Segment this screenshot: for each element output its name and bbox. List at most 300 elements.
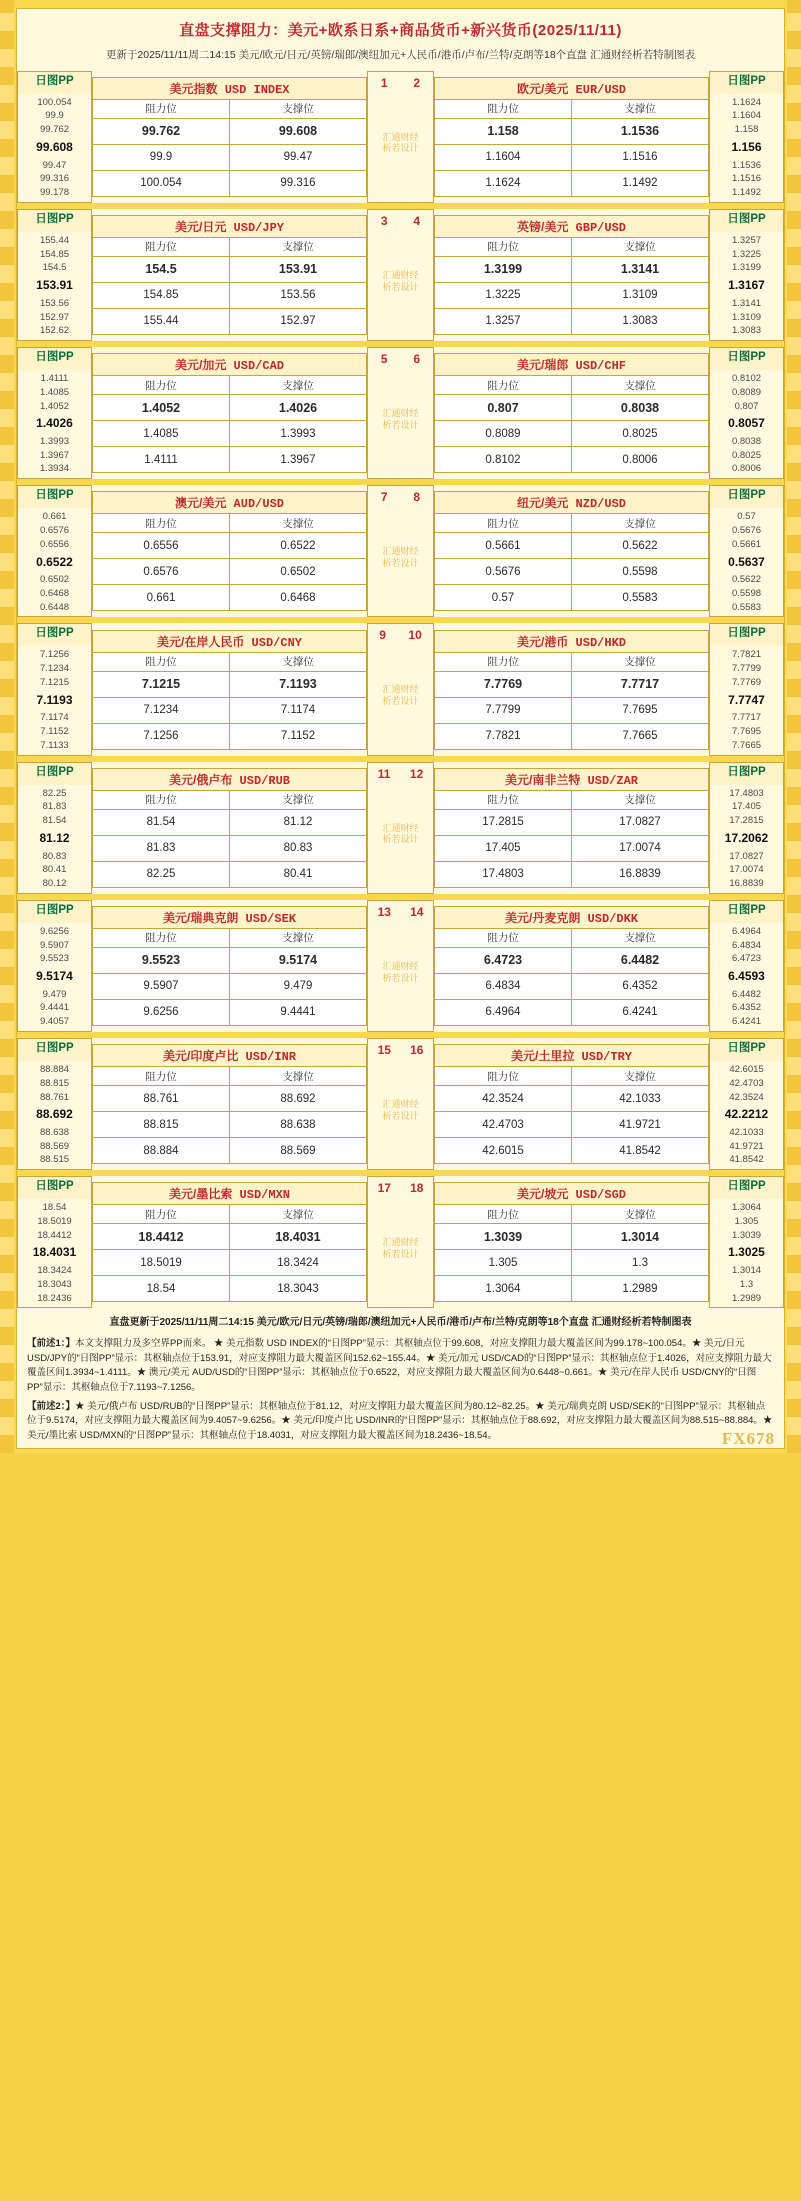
pivot-level: 1.2989	[731, 1292, 762, 1304]
resistance-value: 100.054	[93, 170, 230, 196]
pivot-level: 1.3039	[731, 1229, 762, 1241]
table-row	[93, 1138, 367, 1164]
pair-title: 美元/南非兰特 USD/ZAR	[435, 768, 709, 790]
pivot-level: 1.1516	[731, 173, 762, 185]
pivot-level: 100.054	[37, 96, 72, 108]
pivot-level-list	[710, 1061, 783, 1169]
resistance-value: 1.3257	[435, 308, 572, 334]
pivot-level: 9.5907	[39, 939, 70, 951]
pivot-level: 6.4482	[731, 988, 762, 1000]
pivot-level: 41.8542	[729, 1154, 764, 1166]
pivot-level: 0.6448	[39, 601, 70, 613]
table-row	[435, 973, 709, 999]
day-chart-label: 日图PP	[710, 901, 783, 923]
index-column	[368, 71, 434, 202]
index-column	[368, 1177, 434, 1308]
pivot-level: 99.608	[36, 139, 73, 154]
resistance-value: 99.762	[93, 118, 230, 144]
support-header: 支撑位	[230, 376, 367, 395]
resistance-value: 9.5523	[93, 947, 230, 973]
page-subtitle: 更新于2025/11/11周二14:15 美元/欧元/日元/英镑/瑞郎/澳纽加元+人民币/港币/卢布/兰特/克朗等18个直盘 汇通财经析若特制图表	[105, 49, 696, 61]
resistance-value: 0.661	[93, 585, 230, 611]
resistance-value: 7.7799	[435, 697, 572, 723]
pivot-level-list	[710, 232, 783, 340]
support-value: 17.0827	[572, 809, 709, 835]
table-row	[435, 1250, 709, 1276]
support-value: 1.4026	[230, 395, 367, 421]
support-value: 1.2989	[572, 1276, 709, 1302]
table-row	[435, 947, 709, 973]
table-row	[93, 447, 367, 473]
source-watermark: 汇通财经 析若设计	[382, 131, 419, 154]
pivot-level: 7.1256	[39, 649, 70, 661]
footer-note-1-title: 【前述1：】	[27, 1337, 76, 1349]
resistance-value: 42.6015	[435, 1138, 572, 1164]
pivot-level: 42.4703	[729, 1077, 764, 1089]
table-row	[93, 1086, 367, 1112]
right-pivot-column	[710, 486, 784, 617]
source-watermark: 汇通财经 析若设计	[382, 960, 419, 983]
pair-title: 美元/丹麦克朗 USD/DKK	[435, 906, 709, 928]
resistance-value: 7.7769	[435, 671, 572, 697]
table-row	[93, 118, 367, 144]
support-value: 99.608	[230, 118, 367, 144]
pivot-level: 41.9721	[729, 1140, 764, 1152]
resistance-value: 7.7821	[435, 723, 572, 749]
pivot-level-list	[710, 370, 783, 478]
resistance-value: 88.884	[93, 1138, 230, 1164]
resistance-value: 7.1234	[93, 697, 230, 723]
table-row	[93, 809, 367, 835]
pivot-level: 0.8102	[731, 373, 762, 385]
support-value: 16.8839	[572, 861, 709, 887]
pivot-level-list	[18, 232, 91, 340]
source-watermark: 汇通财经 析若设计	[382, 1099, 419, 1121]
pivot-level: 1.4111	[40, 373, 69, 385]
pivot-level: 81.83	[42, 801, 67, 813]
support-value: 7.7665	[572, 723, 709, 749]
resistance-value: 1.3064	[435, 1276, 572, 1302]
resistance-value: 1.305	[435, 1250, 572, 1276]
right-pair-cell	[434, 1039, 710, 1170]
support-value: 81.12	[230, 809, 367, 835]
pivot-level: 18.4412	[37, 1229, 72, 1241]
index-column	[368, 624, 434, 755]
support-value: 1.3141	[572, 256, 709, 282]
block-index-numbers	[368, 210, 433, 228]
resistance-value: 99.9	[93, 144, 230, 170]
footer-note-2-body: ★ 美元/俄卢布 USD/RUB的“日图PP”显示：其枢轴点位于81.12，对应支撑阻力最大覆盖区间为80.12~82.25。★ 美元/瑞典克朗 USD/SEK的“日图PP”显示：其枢轴点位于9.5174，对应支撑阻力最大覆盖区间为9.4057~9.6256。★ 美元/印度卢比 USD/INR的“日图PP”显示：其枢轴点位于88.692，对应支撑阻力最大覆盖区间为88.515~88.884。★ 美元/墨比索 USD/MXN的“日图PP”显示：其枢轴点位于18.4031，对应支撑阻力最大覆盖区间为18.2436~18.54。	[27, 1400, 773, 1442]
resistance-header: 阻力位	[435, 790, 572, 809]
support-value: 18.3424	[230, 1250, 367, 1276]
support-header: 支撑位	[230, 790, 367, 809]
right-pivot-column	[710, 762, 784, 893]
table-row	[93, 723, 367, 749]
support-value: 7.1193	[230, 671, 367, 697]
pivot-level: 0.5598	[731, 587, 762, 599]
table-row	[435, 559, 709, 585]
resistance-value: 154.5	[93, 256, 230, 282]
pivot-level-list	[710, 94, 783, 202]
resistance-header: 阻力位	[435, 1205, 572, 1224]
resistance-header: 阻力位	[93, 790, 230, 809]
table-row	[435, 533, 709, 559]
footer-note-1-body: 本文支撑阻力及多空界PP而来。 ★ 美元指数 USD INDEX的“日图PP”显示：其枢轴点位于99.608，对应支撑阻力最大覆盖区间为99.178~100.054。★ 美元/日元 USD/JPY的“日图PP”显示：其枢轴点位于153.91，对应支撑阻力最大覆盖区间152.62~155.44。★ 美元/加元 USD/CAD的“日图PP”显示：其枢轴点位于1.4026，对应支撑阻力最大覆盖区间1.3934~1.4111。★ 澳元/美元 AUD/USD的“日图PP”显示：其枢轴点位于0.6522，对应支撑阻力最大覆盖区间为0.6448~0.661。★ 美元/在岸人民币 USD/CNY的“日图PP”显示：其枢轴点位于7.1193~7.1256。	[27, 1337, 772, 1394]
pivot-level: 81.12	[39, 830, 70, 845]
pivot-level: 88.569	[39, 1140, 70, 1152]
block-index-left: 11	[377, 766, 391, 781]
pivot-level: 42.1033	[729, 1126, 764, 1138]
block-index-numbers	[368, 72, 433, 90]
blocks-container	[17, 71, 784, 1309]
support-value: 80.83	[230, 835, 367, 861]
pivot-level-list	[18, 94, 91, 202]
pivot-level: 7.7799	[731, 663, 762, 675]
support-value: 0.8006	[572, 447, 709, 473]
pivot-level: 1.3993	[39, 435, 70, 447]
pivot-level: 18.5019	[37, 1215, 72, 1227]
pivot-level: 1.4026	[36, 416, 73, 431]
pivot-level: 1.3109	[731, 311, 762, 323]
support-header: 支撑位	[572, 1205, 709, 1224]
left-pair-cell	[92, 1039, 368, 1170]
left-pair-cell	[92, 1177, 368, 1308]
block-index-right: 8	[413, 490, 421, 505]
table-row	[435, 308, 709, 334]
table-row	[435, 282, 709, 308]
pivot-level-list	[710, 923, 783, 1031]
support-value: 6.4352	[572, 973, 709, 999]
page-title: 直盘支撑阻力：美元+欧系日系+商品货币+新兴货币(2025/11/11)	[179, 22, 622, 39]
pivot-level: 88.692	[36, 1107, 73, 1122]
pivot-level: 7.1152	[40, 726, 69, 738]
support-header: 支撑位	[572, 99, 709, 118]
resistance-value: 17.2815	[435, 809, 572, 835]
pair-title: 美元/土里拉 USD/TRY	[435, 1045, 709, 1067]
resistance-header: 阻力位	[435, 99, 572, 118]
support-value: 6.4241	[572, 999, 709, 1025]
table-row	[93, 1112, 367, 1138]
block-index-left: 15	[377, 1043, 391, 1057]
block-index-numbers	[368, 901, 433, 919]
pivot-level: 82.25	[42, 787, 67, 799]
pair-title: 欧元/美元 EUR/USD	[435, 77, 709, 99]
support-value: 41.9721	[572, 1112, 709, 1138]
day-chart-label: 日图PP	[710, 763, 783, 785]
pivot-level: 6.4964	[731, 925, 762, 937]
right-pivot-column	[710, 1177, 784, 1308]
support-value: 9.5174	[230, 947, 367, 973]
support-header: 支撑位	[572, 928, 709, 947]
table-row	[93, 697, 367, 723]
pair-title: 美元/俄卢布 USD/RUB	[93, 768, 367, 790]
index-column	[368, 209, 434, 340]
table-row	[435, 1086, 709, 1112]
resistance-value: 18.5019	[93, 1250, 230, 1276]
pivot-level: 1.156	[731, 139, 762, 154]
table-row	[435, 585, 709, 611]
right-pair-cell	[434, 762, 710, 893]
resistance-value: 1.1624	[435, 170, 572, 196]
pivot-level: 9.4057	[39, 1016, 70, 1028]
pivot-level: 7.1234	[39, 663, 70, 675]
support-value: 0.6502	[230, 559, 367, 585]
table-row	[93, 1250, 367, 1276]
support-header: 支撑位	[230, 1205, 367, 1224]
pivot-level: 42.6015	[729, 1064, 764, 1075]
block-index-right: 18	[410, 1181, 424, 1196]
pivot-level: 0.8038	[731, 435, 762, 447]
pivot-level: 1.4052	[39, 400, 70, 412]
resistance-value: 18.54	[93, 1276, 230, 1302]
right-pivot-column	[710, 624, 784, 755]
table-row	[435, 118, 709, 144]
pivot-level: 0.8057	[728, 416, 765, 431]
report-card	[16, 8, 785, 1449]
resistance-value: 18.4412	[93, 1224, 230, 1250]
support-header: 支撑位	[230, 514, 367, 533]
support-value: 152.97	[230, 308, 367, 334]
day-chart-label: 日图PP	[18, 348, 91, 370]
resistance-value: 42.4703	[435, 1112, 572, 1138]
pivot-level: 1.3083	[731, 325, 762, 337]
block-index-left: 1	[380, 75, 388, 90]
pair-title: 美元/加元 USD/CAD	[93, 354, 367, 376]
resistance-value: 9.6256	[93, 999, 230, 1025]
pivot-level: 152.97	[39, 311, 70, 323]
support-value: 1.3993	[230, 421, 367, 447]
resistance-value: 0.57	[435, 585, 572, 611]
currency-block	[17, 485, 784, 617]
left-pair-cell	[92, 762, 368, 893]
table-row	[93, 256, 367, 282]
pivot-level-list	[18, 923, 91, 1031]
right-pivot-column	[710, 209, 784, 340]
pair-title: 美元/港币 USD/HKD	[435, 630, 709, 652]
resistance-value: 1.3225	[435, 282, 572, 308]
currency-block	[17, 762, 784, 894]
right-pivot-column	[710, 900, 784, 1031]
support-value: 153.56	[230, 282, 367, 308]
right-pivot-column	[710, 71, 784, 202]
pivot-level: 17.405	[731, 801, 762, 813]
right-pair-cell	[434, 486, 710, 617]
pivot-level-list	[18, 1199, 91, 1307]
pivot-level: 9.6256	[39, 925, 70, 937]
pivot-level: 0.6502	[39, 574, 70, 586]
resistance-header: 阻力位	[93, 652, 230, 671]
pivot-level: 153.91	[36, 278, 73, 293]
currency-block	[17, 1038, 784, 1170]
pivot-level: 0.807	[734, 400, 759, 412]
resistance-value: 155.44	[93, 308, 230, 334]
support-value: 1.1536	[572, 118, 709, 144]
pivot-level: 7.7717	[731, 712, 762, 724]
table-row	[93, 1276, 367, 1302]
index-column	[368, 486, 434, 617]
pivot-level: 80.12	[42, 878, 67, 890]
left-pair-cell	[92, 71, 368, 202]
right-pivot-column	[710, 348, 784, 479]
pivot-level: 0.8089	[731, 386, 762, 398]
resistance-header: 阻力位	[435, 237, 572, 256]
table-row	[93, 395, 367, 421]
pivot-level: 99.9	[45, 110, 64, 122]
support-value: 9.479	[230, 973, 367, 999]
table-row	[93, 144, 367, 170]
right-pair-cell	[434, 1177, 710, 1308]
pivot-level: 6.4241	[731, 1016, 762, 1028]
pivot-level: 1.3141	[731, 297, 762, 309]
block-index-left: 5	[380, 352, 388, 367]
support-value: 1.1492	[572, 170, 709, 196]
block-index-right: 2	[413, 75, 421, 90]
pivot-level: 6.4352	[731, 1002, 762, 1014]
left-pivot-column	[18, 486, 92, 617]
index-column	[368, 1039, 434, 1170]
pivot-level: 152.62	[39, 325, 70, 337]
left-pair-cell	[92, 348, 368, 479]
support-value: 99.47	[230, 144, 367, 170]
currency-block	[17, 1176, 784, 1308]
table-row	[93, 973, 367, 999]
support-value: 88.692	[230, 1086, 367, 1112]
resistance-value: 82.25	[93, 861, 230, 887]
pivot-level: 0.5622	[731, 574, 762, 586]
resistance-value: 1.158	[435, 118, 572, 144]
day-chart-label: 日图PP	[18, 763, 91, 785]
pair-title: 美元/印度卢比 USD/INR	[93, 1045, 367, 1067]
pivot-level: 9.5523	[39, 953, 70, 965]
block-index-right: 14	[410, 904, 424, 919]
support-value: 1.3014	[572, 1224, 709, 1250]
left-pivot-column	[18, 1177, 92, 1308]
pivot-level: 0.6576	[39, 525, 70, 537]
pivot-level: 154.5	[42, 262, 67, 274]
pivot-level: 7.1133	[40, 739, 69, 751]
pivot-level: 7.7821	[731, 649, 762, 661]
table-row	[93, 170, 367, 196]
resistance-value: 0.8102	[435, 447, 572, 473]
table-row	[435, 671, 709, 697]
resistance-value: 0.8089	[435, 421, 572, 447]
right-pair-cell	[434, 209, 710, 340]
index-column	[368, 348, 434, 479]
day-chart-label: 日图PP	[710, 72, 783, 94]
pivot-level: 16.8839	[729, 878, 764, 890]
support-header: 支撑位	[572, 1067, 709, 1086]
pivot-level: 7.1193	[36, 692, 73, 707]
currency-block	[17, 347, 784, 479]
table-row	[93, 559, 367, 585]
table-row	[435, 447, 709, 473]
pivot-level: 17.2815	[729, 815, 764, 827]
resistance-value: 1.1604	[435, 144, 572, 170]
block-index-left: 17	[377, 1181, 391, 1196]
pivot-level: 17.4803	[729, 787, 764, 799]
support-value: 0.6468	[230, 585, 367, 611]
resistance-value: 1.3199	[435, 256, 572, 282]
support-value: 0.5622	[572, 533, 709, 559]
support-value: 0.5583	[572, 585, 709, 611]
table-row	[435, 835, 709, 861]
resistance-value: 6.4723	[435, 947, 572, 973]
pivot-level: 1.1604	[731, 110, 762, 122]
block-index-left: 3	[380, 213, 388, 228]
resistance-value: 17.4803	[435, 861, 572, 887]
day-chart-label: 日图PP	[710, 348, 783, 370]
day-chart-label: 日图PP	[18, 1039, 91, 1061]
pivot-level: 99.762	[39, 124, 70, 136]
pivot-level: 1.3967	[39, 449, 70, 461]
pivot-level: 88.515	[39, 1154, 70, 1166]
day-chart-label: 日图PP	[18, 486, 91, 508]
pair-title: 澳元/美元 AUD/USD	[93, 492, 367, 514]
resistance-value: 6.4964	[435, 999, 572, 1025]
resistance-value: 154.85	[93, 282, 230, 308]
resistance-header: 阻力位	[93, 1067, 230, 1086]
block-index-numbers	[368, 486, 433, 504]
support-value: 18.4031	[230, 1224, 367, 1250]
block-index-right: 4	[413, 213, 421, 228]
pivot-level: 99.178	[39, 187, 70, 199]
pivot-level: 7.1215	[39, 676, 70, 688]
pivot-level: 1.1492	[731, 187, 762, 199]
right-pair-cell	[434, 624, 710, 755]
support-value: 88.569	[230, 1138, 367, 1164]
table-row	[435, 809, 709, 835]
table-row	[435, 421, 709, 447]
pivot-level: 88.815	[39, 1077, 70, 1089]
pivot-level: 7.1174	[40, 712, 69, 724]
table-row	[93, 533, 367, 559]
pivot-level: 0.661	[42, 511, 67, 523]
support-value: 0.5598	[572, 559, 709, 585]
resistance-header: 阻力位	[435, 376, 572, 395]
brand-watermark: FX678	[721, 1428, 775, 1448]
pivot-level: 18.3043	[37, 1278, 72, 1290]
pivot-level-list	[18, 1061, 91, 1169]
support-header: 支撑位	[230, 99, 367, 118]
day-chart-label: 日图PP	[18, 901, 91, 923]
pivot-level-list	[18, 370, 91, 478]
pivot-level: 1.3025	[728, 1245, 765, 1260]
source-watermark: 汇通财经 析若设计	[382, 684, 419, 707]
support-value: 88.638	[230, 1112, 367, 1138]
left-pivot-column	[18, 1039, 92, 1170]
support-value: 1.3109	[572, 282, 709, 308]
pivot-level: 81.54	[42, 815, 67, 827]
pivot-level: 1.158	[734, 124, 759, 136]
pair-title: 美元/墨比索 USD/MXN	[93, 1183, 367, 1205]
day-chart-label: 日图PP	[710, 1039, 783, 1061]
pivot-level: 80.83	[42, 850, 67, 862]
pivot-level: 0.6468	[39, 587, 70, 599]
block-index-right: 6	[413, 352, 421, 367]
support-header: 支撑位	[230, 928, 367, 947]
support-value: 7.7717	[572, 671, 709, 697]
footer-note-1	[27, 1337, 774, 1396]
resistance-value: 81.54	[93, 809, 230, 835]
support-header: 支撑位	[572, 652, 709, 671]
table-row	[435, 861, 709, 887]
support-value: 9.4441	[230, 999, 367, 1025]
pivot-level: 154.85	[39, 248, 70, 260]
pair-title: 美元指数 USD INDEX	[93, 77, 367, 99]
resistance-header: 阻力位	[435, 514, 572, 533]
support-header: 支撑位	[230, 652, 367, 671]
support-value: 6.4482	[572, 947, 709, 973]
